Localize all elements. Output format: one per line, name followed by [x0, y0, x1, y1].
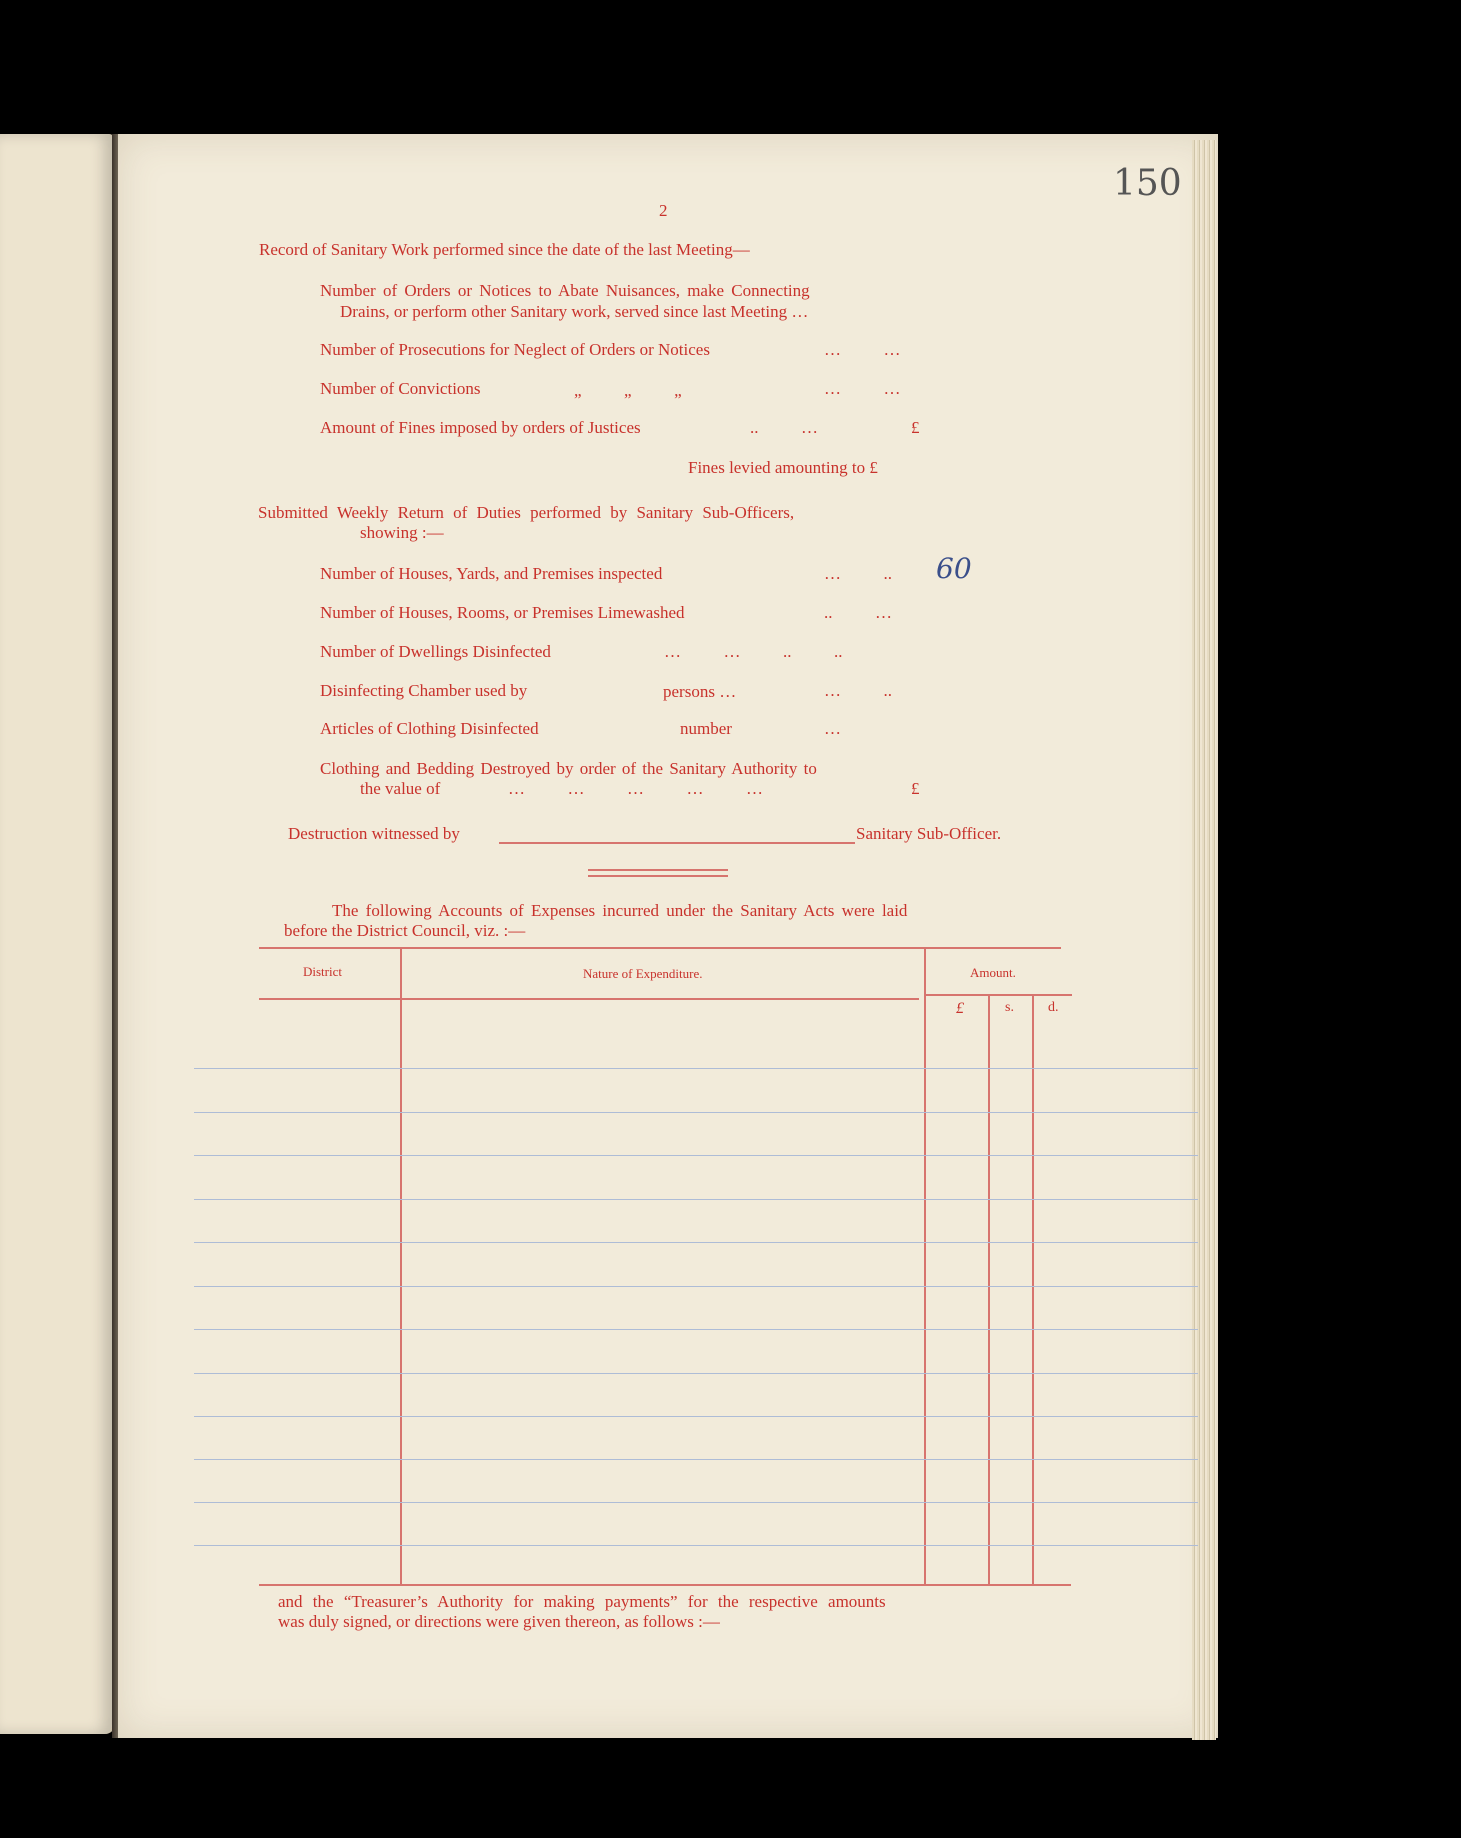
- column-header-nature: Nature of Expenditure.: [583, 966, 703, 981]
- dwellings-disinfected-leader: … … .. ..: [664, 642, 843, 661]
- ruled-line: [194, 1068, 1198, 1069]
- accounts-intro-line2: before the District Council, viz. :—: [284, 921, 526, 940]
- convictions-label: Number of Convictions: [320, 379, 481, 398]
- ruled-line: [194, 1242, 1198, 1243]
- prosecutions-label: Number of Prosecutions for Neglect of Orders or Notices: [320, 340, 710, 359]
- column-divider-shillings: [1032, 994, 1034, 1584]
- column-header-shillings: s.: [1005, 1000, 1014, 1015]
- clothing-disinfected-leader: …: [824, 719, 841, 738]
- bedding-destroyed-unit: £: [911, 779, 920, 798]
- ledger-page: [118, 134, 1218, 1738]
- limewashed-label: Number of Houses, Rooms, or Premises Limewashed: [320, 603, 685, 622]
- disinfecting-chamber-leader: … ..: [824, 681, 892, 700]
- ruled-line: [194, 1112, 1198, 1113]
- weekly-return-line2: showing :—: [360, 523, 444, 542]
- column-header-district: District: [303, 964, 342, 979]
- section-heading: Record of Sanitary Work performed since the date of the last Meeting—: [259, 240, 750, 259]
- fines-levied: Fines levied amounting to £: [688, 458, 878, 477]
- column-header-pence: d.: [1048, 1000, 1059, 1015]
- dwellings-disinfected-label: Number of Dwellings Disinfected: [320, 642, 551, 661]
- ruled-line: [194, 1416, 1198, 1417]
- table-amount-subheader-rule: [924, 994, 1072, 996]
- form-page-number: 2: [659, 201, 668, 220]
- left-page-edge: [0, 134, 115, 1734]
- weekly-return-line1: Submitted Weekly Return of Duties performed by Sanitary Sub-Officers,: [258, 503, 795, 522]
- column-header-pounds: £: [956, 1000, 964, 1017]
- bedding-destroyed-line1: Clothing and Bedding Destroyed by order of the Sanitary Authority to: [320, 759, 817, 778]
- clothing-disinfected-number: number: [680, 719, 732, 738]
- ruled-line: [194, 1155, 1198, 1156]
- closing-line1: and the “Treasurer’s Authority for making payments” for the respective amounts: [278, 1592, 886, 1611]
- column-divider-district: [400, 949, 402, 1584]
- column-header-amount: Amount.: [970, 965, 1016, 980]
- table-header-rule-left: [259, 998, 919, 1000]
- disinfecting-chamber-label: Disinfecting Chamber used by: [320, 681, 528, 700]
- accounts-intro-line1: The following Accounts of Expenses incurred under the Sanitary Acts were laid: [332, 901, 908, 920]
- houses-inspected-label: Number of Houses, Yards, and Premises inspected: [320, 564, 663, 583]
- section-divider-top: [588, 869, 728, 871]
- destruction-label: Destruction witnessed by: [288, 824, 460, 843]
- fines-imposed-label: Amount of Fines imposed by orders of Justices: [320, 418, 641, 437]
- column-divider-nature: [924, 949, 926, 1584]
- prosecutions-leader: … …: [824, 340, 901, 359]
- houses-inspected-value: 60: [936, 552, 972, 585]
- section-divider-bottom: [588, 875, 728, 877]
- page-edges: [1192, 140, 1216, 1740]
- page-number: 150: [1113, 163, 1182, 204]
- convictions-leader: … …: [824, 379, 901, 398]
- ruled-line: [194, 1199, 1198, 1200]
- ruled-line: [194, 1286, 1198, 1287]
- ruled-line: [194, 1329, 1198, 1330]
- ruled-line: [194, 1459, 1198, 1460]
- convictions-ditto: „ „ „: [574, 381, 682, 400]
- clothing-disinfected-label: Articles of Clothing Disinfected: [320, 719, 539, 738]
- limewashed-leader: .. …: [824, 603, 892, 622]
- destruction-suffix: Sanitary Sub-Officer.: [856, 824, 1002, 843]
- ruled-line: [194, 1545, 1198, 1546]
- orders-notices-line1: Number of Orders or Notices to Abate Nuisances, make Connecting: [320, 281, 810, 300]
- houses-inspected-leader: … ..: [824, 564, 892, 583]
- bedding-destroyed-leader: … … … … …: [508, 779, 763, 798]
- bedding-destroyed-line2: the value of: [360, 779, 441, 798]
- fines-imposed-leader: .. …: [750, 418, 818, 437]
- closing-line2: was duly signed, or directions were given thereon, as follows :—: [278, 1612, 720, 1631]
- table-bottom-border: [259, 1584, 1071, 1586]
- table-top-border: [259, 947, 1061, 949]
- column-divider-pounds: [988, 994, 990, 1584]
- ruled-line: [194, 1502, 1198, 1503]
- disinfecting-chamber-persons: persons …: [663, 682, 737, 701]
- orders-notices-line2: Drains, or perform other Sanitary work, served since last Meeting …: [340, 302, 809, 321]
- destruction-signature-line: [499, 842, 855, 844]
- ruled-line: [194, 1373, 1198, 1374]
- fines-imposed-unit: £: [911, 418, 920, 437]
